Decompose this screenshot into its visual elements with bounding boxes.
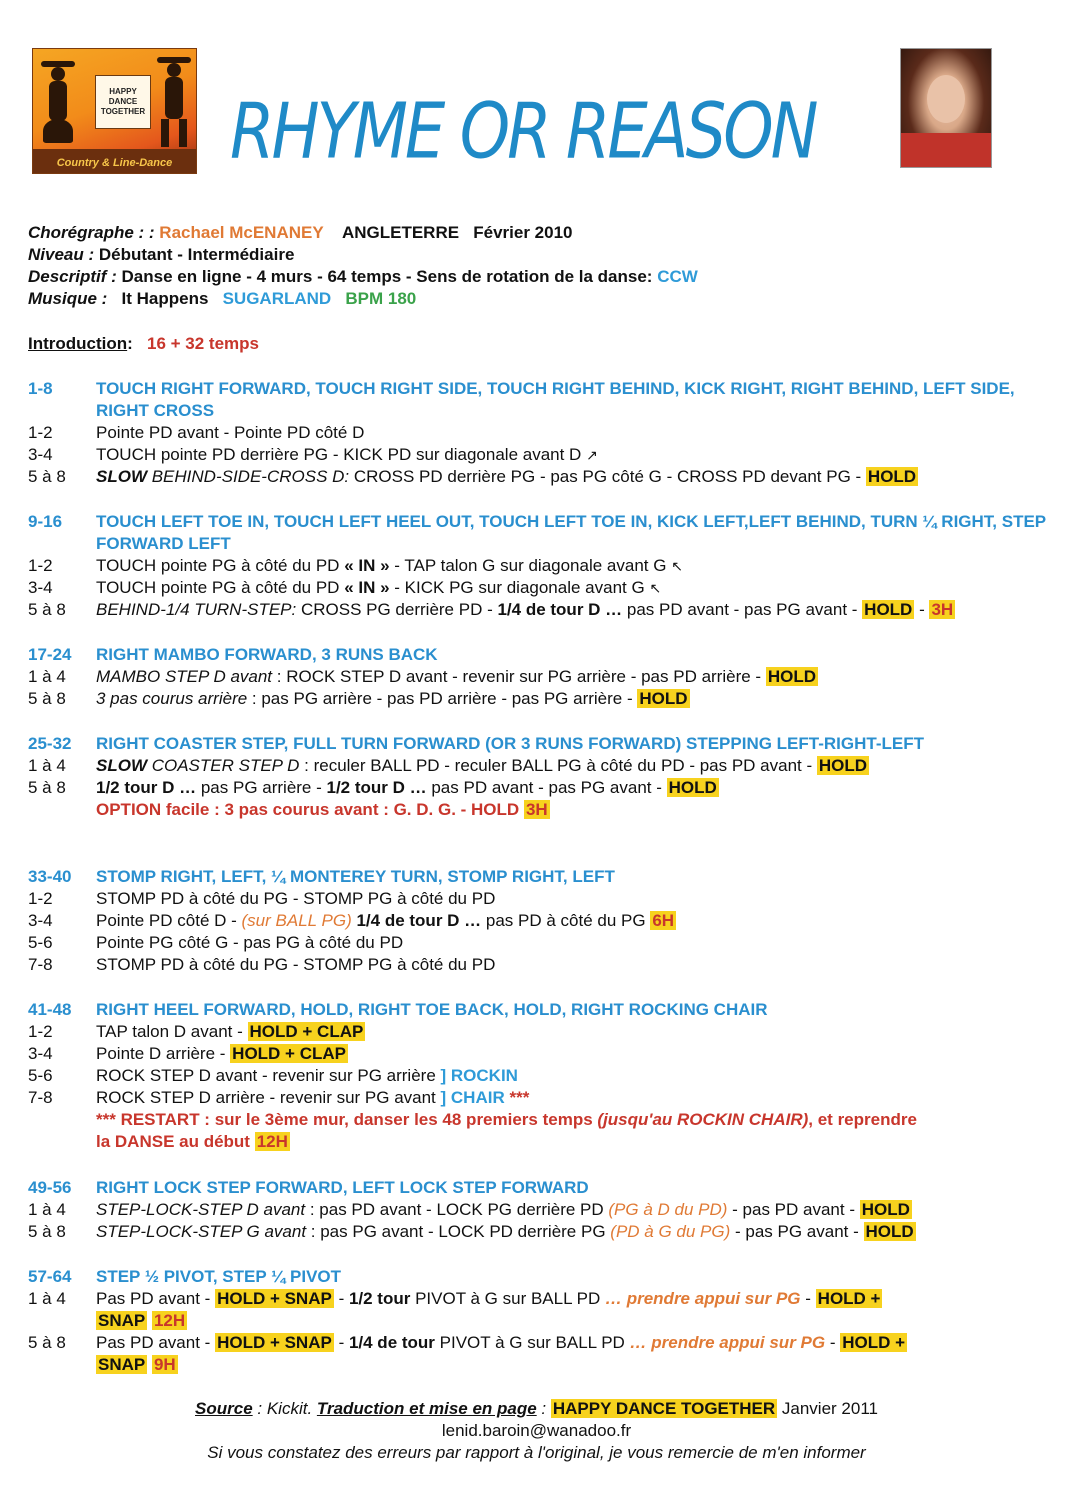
hold-badge: HOLD (867, 467, 917, 486)
intro-label: Introduction (28, 334, 128, 353)
step-row: 1 à 4 STEP-LOCK-STEP D avant : pas PD avant - LOCK PG derrière PD (PG à D du PD) - pas PD avant - HOLD (28, 1200, 910, 1219)
option-row: OPTION facile : 3 pas courus avant : G. D. G. - HOLD 3H (96, 800, 548, 819)
step-row: 5 à 8 3 pas courus arrière : pas PG arrière - pas PD arrière - pas PG arrière - HOLD (28, 689, 688, 708)
level-line (28, 244, 698, 266)
step-row: 5 à 8 Pas PD avant - HOLD + SNAP - 1/4 de tour PIVOT à G sur BALL PD … prendre appui sur PG - HOLD + (28, 1333, 906, 1352)
section-header (28, 378, 1048, 422)
choreographer-date: Février 2010 (473, 223, 573, 242)
snap-badge: SNAP (98, 1311, 146, 1330)
hold-badge: HOLD + (817, 1289, 881, 1308)
hold-snap-badge: HOLD + SNAP (217, 1289, 332, 1308)
step-row: 5-6 Pointe PG côté G - pas PG à côté du PD (28, 933, 404, 952)
step-row: 7-8 STOMP PD à côté du PG - STOMP PG à côté du PD (28, 955, 496, 974)
music-artist: SUGARLAND (222, 289, 332, 308)
translation-label: Traduction et mise en page (316, 1399, 537, 1418)
dance-title: RHYME OR REASON (230, 88, 816, 177)
step-row: 5-6 ROCK STEP D avant - revenir sur PG arrière ] ROCKIN (28, 1066, 518, 1085)
music-title: It Happens (121, 289, 209, 308)
section-33-40 (28, 866, 1048, 976)
wall-badge: 3H (931, 600, 954, 619)
step-row: 1-2 STOMP PD à côté du PG - STOMP PG à côté du PD (28, 889, 496, 908)
step-row: 5 à 8 1/2 tour D … pas PG arrière - 1/2 tour D … pas PD avant - pas PG avant - HOLD (28, 778, 717, 797)
wall-badge: 6H (652, 911, 675, 930)
dance-info (28, 222, 698, 310)
step-row: 1 à 4 MAMBO STEP D avant : ROCK STEP D avant - revenir sur PG arrière - pas PD arrière - HOLD (28, 667, 816, 686)
source-line: Source : Kickit. Traduction et mise en page : HAPPY DANCE TOGETHER Janvier 2011 (195, 1399, 878, 1418)
section-49-56 (28, 1177, 1048, 1243)
section-17-24 (28, 644, 1048, 710)
step-row: 3-4 Pointe D arrière - HOLD + CLAP (28, 1044, 346, 1063)
wall-badge: 3H (525, 800, 548, 819)
step-row: 1 à 4 SLOW COASTER STEP D : reculer BALL PD - reculer BALL PG à côté du PD - pas PD avant - HOLD (28, 756, 868, 775)
step-row: 1-2 TAP talon D avant - HOLD + CLAP (28, 1022, 364, 1041)
section-header: 9-16 TOUCH LEFT TOE IN, TOUCH LEFT HEEL OUT, TOUCH LEFT TOE IN, KICK LEFT,LEFT BEHIND, TURN ¼ RIGHT, STEP FORWARD LEFT (28, 512, 1046, 553)
hold-badge: HOLD + CLAP (232, 1044, 346, 1063)
section-count: 1-8 (28, 379, 53, 398)
hold-badge: HOLD (767, 667, 816, 686)
hold-badge: HOLD (668, 778, 717, 797)
hold-badge: HOLD (639, 689, 688, 708)
error-note: Si vous constatez des erreurs par rapport à l'original, je vous remercie de m'en informer (207, 1443, 866, 1462)
level-value: Débutant - Intermédiaire (98, 245, 295, 264)
step-row: 1 à 4 Pas PD avant - HOLD + SNAP - 1/2 tour PIVOT à G sur BALL PD … prendre appui sur PG - HOLD + (28, 1289, 881, 1308)
intro-value: 16 + 32 temps (147, 334, 259, 353)
intro-line: Introduction: 16 + 32 temps (28, 334, 259, 353)
wall-badge: 12H (153, 1311, 186, 1330)
music-label: Musique : (28, 289, 108, 308)
logo-sign: HAPPY DANCE TOGETHER (95, 75, 151, 129)
step-row: 1-2 TOUCH pointe PG à côté du PD « IN » - TAP talon G sur diagonale avant G ↖ (28, 556, 683, 575)
section-title: TOUCH RIGHT FORWARD, TOUCH RIGHT SIDE, TOUCH RIGHT BEHIND, KICK RIGHT, RIGHT BEHIND, LEFT SIDE, RIGHT CROSS (96, 379, 1015, 420)
hold-badge: HOLD (865, 1222, 914, 1241)
choreographer-country: ANGLETERRE (341, 223, 460, 242)
choreographer-label: Chorégraphe : : (28, 223, 155, 242)
hold-badge: HOLD (818, 756, 868, 775)
wall-badge: 12H (256, 1132, 288, 1151)
step-row: 5 à 8 SLOW BEHIND-SIDE-CROSS D: CROSS PD derrière PG - pas PG côté G - CROSS PD devant PG - HOLD (28, 467, 917, 486)
hold-badge: HOLD + (842, 1333, 906, 1352)
step-row: 1-2 Pointe PD avant - Pointe PD côté D (28, 423, 365, 442)
section-header: 25-32 RIGHT COASTER STEP, FULL TURN FORWARD (OR 3 RUNS FORWARD) STEPPING LEFT-RIGHT-LEFT (28, 734, 924, 753)
step-row: 3-4 TOUCH pointe PD derrière PG - KICK PD sur diagonale avant D ↗ (28, 445, 598, 464)
snap-badge: SNAP (98, 1355, 146, 1374)
source-label: Source (195, 1399, 253, 1418)
contact-email[interactable]: lenid.baroin@wanadoo.fr (441, 1421, 632, 1440)
section-25-32 (28, 733, 1048, 821)
choreographer-photo (900, 48, 992, 168)
restart-note: la DANSE au début 12H (96, 1132, 288, 1151)
section-9-16 (28, 511, 1048, 621)
wall-badge: 9H (153, 1355, 176, 1374)
description-value: Danse en ligne - 4 murs - 64 temps - Sens de rotation de la danse: (121, 267, 653, 286)
diagonal-arrow-icon: ↗ (586, 447, 598, 463)
section-header: 41-48 RIGHT HEEL FORWARD, HOLD, RIGHT TOE BACK, HOLD, RIGHT ROCKING CHAIR (28, 1000, 768, 1019)
section-header: 33-40 STOMP RIGHT, LEFT, ¼ MONTEREY TURN, STOMP RIGHT, LEFT (28, 867, 615, 886)
step-row (28, 1354, 1048, 1376)
restart-note: *** RESTART : sur le 3ème mur, danser les 48 premiers temps (jusqu'au ROCKIN CHAIR), et reprendre (96, 1110, 917, 1129)
club-logo (32, 48, 197, 174)
step-row: 5 à 8 BEHIND-1/4 TURN-STEP: CROSS PG derrière PD - 1/4 de tour D … pas PD avant - pas PG avant - HOLD - 3H (28, 600, 954, 619)
footer (0, 1398, 1073, 1464)
step-row: 3-4 Pointe PD côté D - (sur BALL PG) 1/4 de tour D … pas PD à côté du PG 6H (28, 911, 675, 930)
logo-tagline: Country & Line-Dance (56, 157, 173, 169)
description-line (28, 266, 698, 288)
hold-badge: HOLD (861, 1200, 910, 1219)
hold-snap-badge: HOLD + SNAP (217, 1333, 332, 1352)
section-41-48 (28, 999, 1048, 1153)
description-label: Descriptif : (28, 267, 117, 286)
step-row: 7-8 ROCK STEP D arrière - revenir sur PG avant ] CHAIR *** (28, 1088, 530, 1107)
section-1-8 (28, 378, 1048, 488)
choreographer-name: Rachael McENANEY (159, 223, 324, 242)
diagonal-arrow-icon: ↖ (649, 580, 662, 596)
section-header: 17-24 RIGHT MAMBO FORWARD, 3 RUNS BACK (28, 645, 438, 664)
section-header: 49-56 RIGHT LOCK STEP FORWARD, LEFT LOCK STEP FORWARD (28, 1178, 589, 1197)
translation-date: Janvier 2011 (777, 1399, 878, 1418)
section-header: 57-64 STEP ½ PIVOT, STEP ¼ PIVOT (28, 1267, 342, 1286)
hold-badge: HOLD + CLAP (249, 1022, 364, 1041)
hold-badge: HOLD (864, 600, 913, 619)
music-line (28, 288, 698, 310)
translator-name: HAPPY DANCE TOGETHER (552, 1399, 776, 1418)
step-row (28, 1310, 1048, 1332)
step-row: 5 à 8 STEP-LOCK-STEP G avant : pas PG avant - LOCK PD derrière PG (PD à G du PG) - pas PG avant - HOLD (28, 1222, 914, 1241)
source-value: : Kickit. (252, 1399, 317, 1418)
diagonal-arrow-icon: ↖ (671, 558, 683, 574)
section-57-64 (28, 1266, 1048, 1376)
level-label: Niveau : (28, 245, 95, 264)
rotation-direction: CCW (657, 267, 698, 286)
choreographer-line (28, 222, 698, 244)
step-row: 3-4 TOUCH pointe PG à côté du PD « IN » - KICK PG sur diagonale avant G ↖ (28, 578, 662, 597)
music-bpm: BPM 180 (345, 289, 417, 308)
